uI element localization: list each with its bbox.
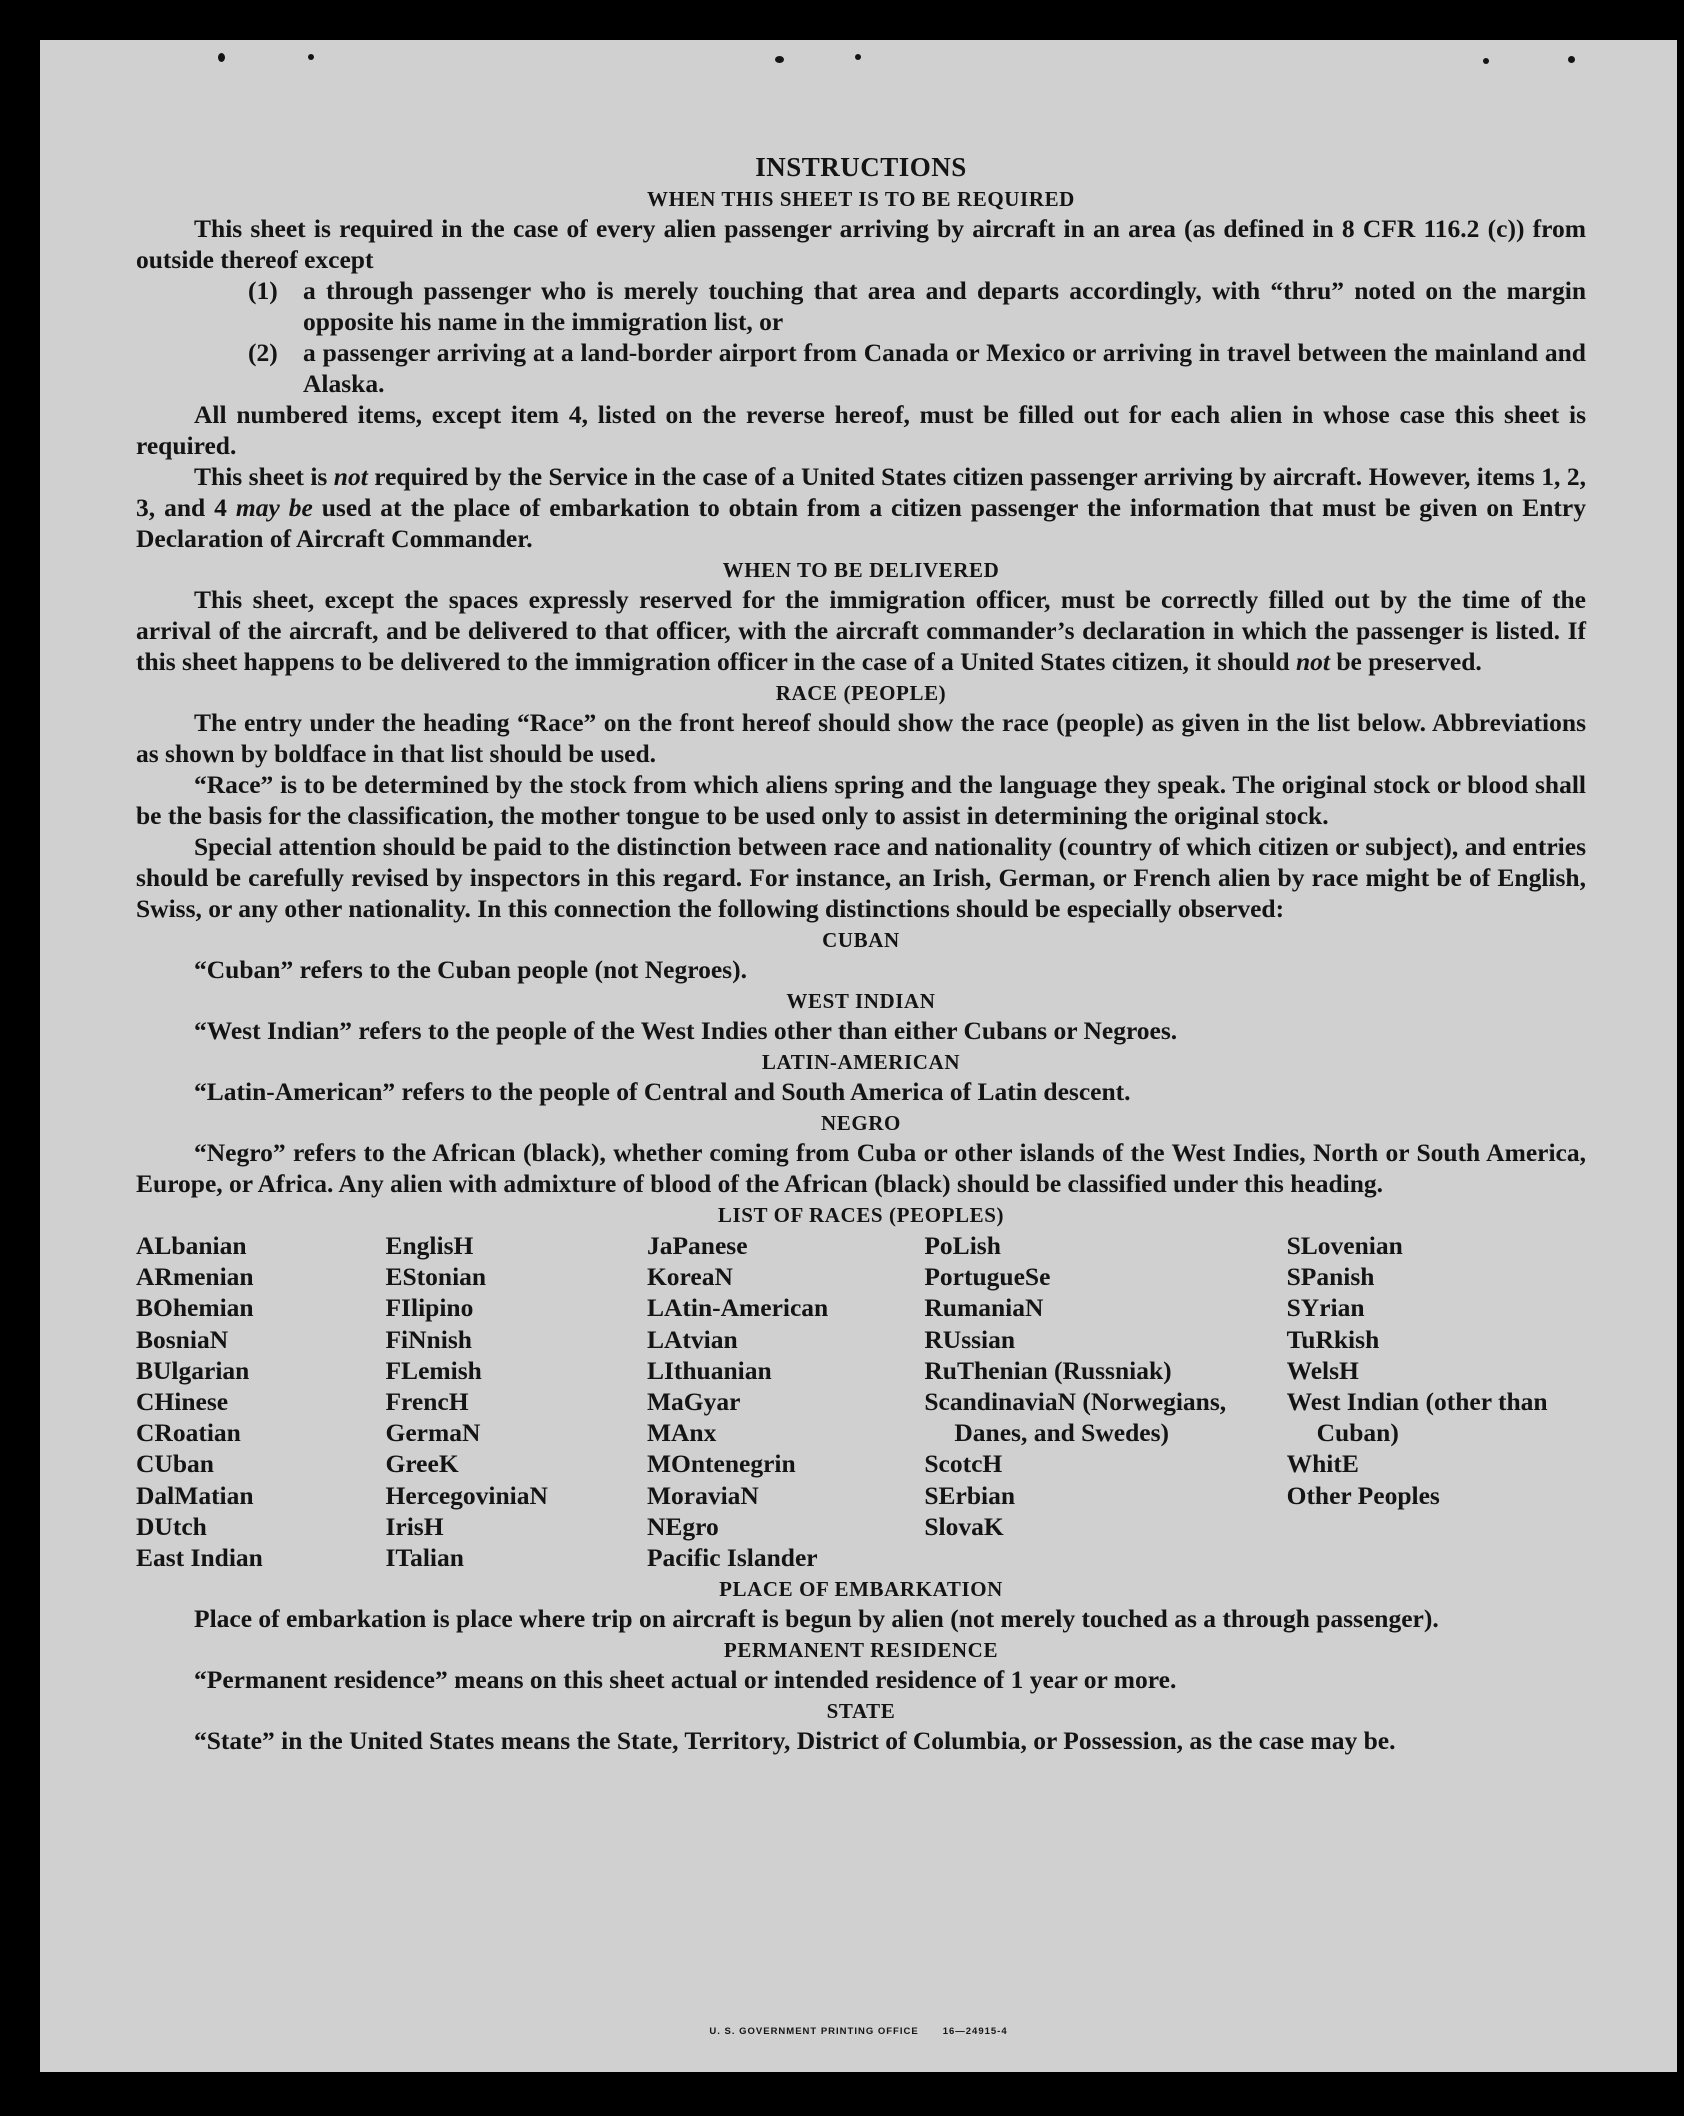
printer-name: U. S. GOVERNMENT PRINTING OFFICE bbox=[709, 2026, 919, 2037]
document-body bbox=[136, 114, 1586, 1756]
race-column bbox=[136, 1230, 385, 1573]
race-item: FIlipino bbox=[385, 1293, 474, 1323]
paragraph: All numbered items, except item 4, listed on the reverse hereof, must be filled out for each alien in whose case this sheet is required. bbox=[136, 400, 1586, 460]
punch-mark bbox=[308, 54, 314, 60]
race-item: SlovaK bbox=[924, 1511, 1004, 1541]
race-item: KoreaN bbox=[646, 1262, 733, 1292]
race-item: IrisH bbox=[385, 1511, 444, 1541]
race-item: NEgro bbox=[646, 1511, 719, 1541]
race-item: DUtch bbox=[136, 1511, 207, 1541]
race-item: Pacific Islander bbox=[646, 1543, 818, 1573]
definition-text: “Cuban” refers to the Cuban people (not Negroes). bbox=[194, 955, 747, 984]
race-item: EnglisH bbox=[385, 1231, 474, 1260]
punch-mark bbox=[775, 56, 784, 63]
form-code: 16—24915-4 bbox=[942, 2026, 1008, 2037]
race-item: ScotcH bbox=[924, 1449, 1003, 1479]
subsection-heading: WEST INDIAN bbox=[786, 989, 936, 1013]
race-item: MOntenegrin bbox=[646, 1449, 796, 1479]
race-item: RuThenian (Russniak) bbox=[924, 1355, 1172, 1385]
race-item: GermaN bbox=[385, 1418, 481, 1448]
race-item: FiNnish bbox=[385, 1324, 472, 1354]
race-item: EStonian bbox=[385, 1262, 487, 1292]
subsection-heading: CUBAN bbox=[822, 928, 900, 952]
paragraph: “State” in the United States means the State, Territory, District of Columbia, or Possession, as the case may be. bbox=[194, 1726, 1396, 1756]
text-run: This sheet, except the spaces expressly reserved for the immigration officer, must be correctly filled out by the time of the arrival of the aircraft, and be delivered to that officer, with the aircraft commander’s declaration in which the passenger is listed. If this sheet happens to be delivered to the immigration officer in the case of a United States citizen, it should bbox=[136, 585, 1586, 676]
race-item: MaGyar bbox=[646, 1387, 741, 1417]
subsection-heading: NEGRO bbox=[820, 1111, 901, 1135]
race-item: ITalian bbox=[385, 1543, 464, 1573]
race-item: RUssian bbox=[924, 1324, 1016, 1354]
race-item: HercegoviniaN bbox=[385, 1480, 548, 1510]
race-column bbox=[1287, 1230, 1586, 1573]
race-item: MAnx bbox=[646, 1418, 717, 1448]
race-item: WhitE bbox=[1286, 1449, 1359, 1479]
punch-mark bbox=[1483, 58, 1489, 64]
text-run: This sheet is bbox=[194, 462, 334, 491]
section-heading: WHEN TO BE DELIVERED bbox=[722, 558, 1000, 582]
definition-text: “Latin-American” refers to the people of Central and South America of Latin descent. bbox=[194, 1077, 1131, 1106]
race-column bbox=[924, 1230, 1286, 1573]
race-column bbox=[385, 1230, 646, 1573]
race-item: BUlgarian bbox=[136, 1355, 250, 1385]
race-item: SPanish bbox=[1286, 1262, 1375, 1292]
italic-run: not bbox=[333, 462, 368, 491]
list-item-text: a passenger arriving at a land-border airport from Canada or Mexico or arriving in travel between the mainland and Alaska. bbox=[303, 338, 1586, 398]
italic-run: may be bbox=[235, 493, 313, 522]
paragraph bbox=[136, 584, 1586, 677]
section-heading: RACE (PEOPLE) bbox=[775, 681, 947, 705]
race-item: GreeK bbox=[385, 1449, 459, 1479]
text-run: required by the Service in the case of a United States citizen passenger arriving by aircraft. However, items 1, 2, 3, and 4 bbox=[136, 462, 1586, 522]
race-item: DalMatian bbox=[136, 1480, 254, 1510]
punch-mark bbox=[218, 53, 225, 62]
section-heading: LIST OF RACES (PEOPLES) bbox=[717, 1203, 1005, 1227]
race-item: BOhemian bbox=[136, 1293, 254, 1323]
race-item: LIthuanian bbox=[646, 1355, 772, 1385]
section-heading: PLACE OF EMBARKATION bbox=[719, 1577, 1003, 1602]
race-item: West Indian (other than Cuban) bbox=[1286, 1387, 1548, 1448]
document-page bbox=[40, 40, 1677, 2072]
race-item: Other Peoples bbox=[1286, 1480, 1440, 1510]
definition-text: “West Indian” refers to the people of the West Indies other than either Cubans or Negroes. bbox=[194, 1016, 1178, 1045]
paragraph: “Race” is to be determined by the stock from which aliens spring and the language they speak. The original stock or blood shall be the basis for the classification, the mother tongue to be used only to assist in determining the original stock. bbox=[136, 770, 1586, 830]
race-list bbox=[136, 1230, 1586, 1573]
text-run: be preserved. bbox=[1329, 647, 1482, 676]
punch-mark bbox=[855, 54, 861, 60]
list-item-number: (2) bbox=[248, 338, 278, 367]
paragraph: This sheet is required in the case of every alien passenger arriving by aircraft in an area (as defined in 8 CFR 116.2 (c)) from outside thereof except bbox=[136, 214, 1586, 274]
section-heading: STATE bbox=[826, 1699, 896, 1724]
race-item: LAtvian bbox=[646, 1324, 738, 1354]
race-item: SErbian bbox=[924, 1480, 1016, 1510]
race-item: JaPanese bbox=[646, 1231, 748, 1260]
race-item: ARmenian bbox=[136, 1262, 254, 1292]
printer-footer bbox=[40, 2026, 1677, 2037]
list-item-text: a through passenger who is merely touching that area and departs accordingly, with “thru” noted on the margin opposite his name in the immigration list, or bbox=[303, 276, 1586, 336]
race-column bbox=[647, 1230, 924, 1573]
race-item: FrencH bbox=[385, 1387, 469, 1417]
section-heading: WHEN THIS SHEET IS TO BE REQUIRED bbox=[647, 187, 1075, 211]
subsection-heading: LATIN-AMERICAN bbox=[761, 1050, 961, 1074]
page-title: INSTRUCTIONS bbox=[755, 152, 967, 182]
text-run: used at the place of embarkation to obtain from a citizen passenger the information that must be given on Entry Declaration of Aircraft Commander. bbox=[136, 493, 1586, 553]
punch-mark bbox=[1568, 56, 1575, 63]
section-heading: PERMANENT RESIDENCE bbox=[723, 1638, 999, 1663]
definition-text: “Permanent residence” means on this sheet actual or intended residence of 1 year or more. bbox=[194, 1665, 1177, 1695]
race-item: TuRkish bbox=[1286, 1324, 1380, 1354]
race-item: SLovenian bbox=[1286, 1231, 1403, 1260]
list-item-number: (1) bbox=[248, 276, 278, 305]
race-item: PortugueSe bbox=[924, 1262, 1051, 1292]
race-item: SYrian bbox=[1286, 1293, 1365, 1323]
race-item: East Indian bbox=[136, 1543, 263, 1573]
race-item: CHinese bbox=[136, 1387, 229, 1417]
race-item: ScandinaviaN (Norwegians, Danes, and Swedes) bbox=[924, 1387, 1227, 1448]
race-item: CRoatian bbox=[136, 1418, 241, 1448]
race-item: BosniaN bbox=[136, 1324, 229, 1354]
race-item: CUban bbox=[136, 1449, 214, 1479]
paragraph bbox=[136, 461, 1586, 554]
race-item: FLemish bbox=[385, 1355, 482, 1385]
race-item: LAtin-American bbox=[646, 1293, 829, 1323]
paragraph: Special attention should be paid to the distinction between race and nationality (country of which citizen or subject), and entries should be carefully revised by inspectors in this regard. For instance, an Irish, German, or French alien by race might be of English, Swiss, or any other nationality. In this connection the following distinctions should be especially observed: bbox=[136, 832, 1586, 923]
italic-run: not bbox=[1295, 647, 1330, 676]
list-item bbox=[248, 337, 1586, 399]
paragraph: “Negro” refers to the African (black), whether coming from Cuba or other islands of the West Indies, North or South America, Europe, or Africa. Any alien with admixture of blood of the African (black) should be classified under this heading. bbox=[136, 1138, 1586, 1198]
race-item: RumaniaN bbox=[924, 1293, 1044, 1323]
list-item bbox=[248, 275, 1586, 337]
paragraph: Place of embarkation is place where trip on aircraft is begun by alien (not merely touched as a through passenger). bbox=[194, 1604, 1439, 1634]
race-item: MoraviaN bbox=[646, 1480, 759, 1510]
race-item: ALbanian bbox=[136, 1231, 247, 1260]
paragraph: The entry under the heading “Race” on the front hereof should show the race (people) as given in the list below. Abbreviations as shown by boldface in that list should be used. bbox=[136, 708, 1586, 768]
race-item: WelsH bbox=[1286, 1355, 1359, 1385]
race-item: PoLish bbox=[924, 1231, 1001, 1260]
